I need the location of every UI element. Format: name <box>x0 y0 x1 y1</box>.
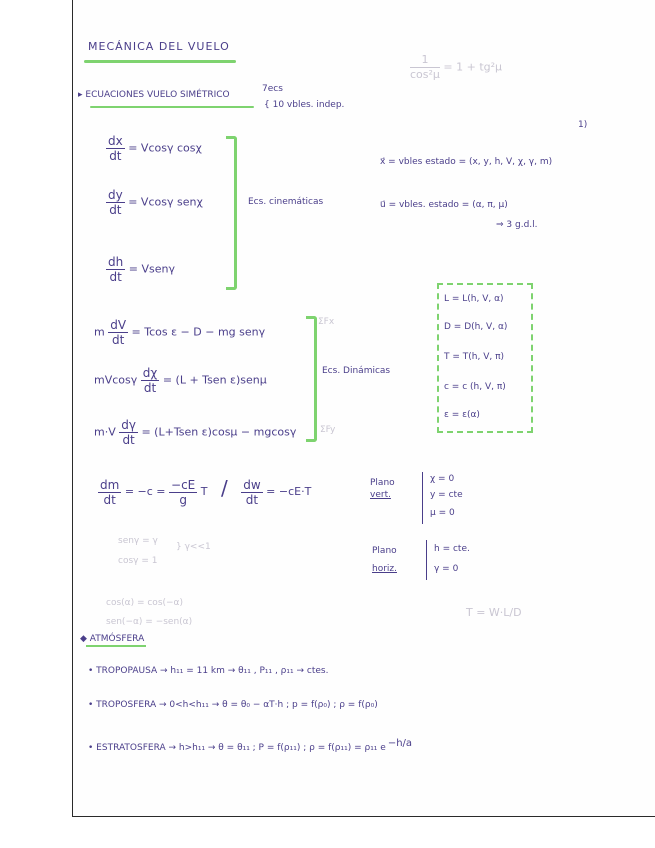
notebook-page <box>72 0 655 817</box>
identity-2: sen(−α) = −sen(α) <box>106 617 193 627</box>
plano-vert-brace <box>422 472 423 524</box>
kinematic-eq-3: $\frac{dh}{dt}$ = Vsenγ <box>108 255 175 284</box>
state-vars-gdl: ⇒ 3 g.d.l. <box>496 220 538 230</box>
dynamic-ghost-1: ΣFx <box>318 317 335 327</box>
plano-horiz-label-1: Plano <box>372 546 397 556</box>
small-angle-cond: } γ<<1 <box>176 542 211 552</box>
atmosphere-bullet-2: • TROPOSFERA → 0<h<h₁₁ → θ = θ₀ − αT·h ; p = f(ρ₀) ; ρ = f(ρ₀) <box>88 700 378 710</box>
small-angle-1: senγ = γ <box>118 536 158 546</box>
aero-item-5: ε = ε(α) <box>444 410 480 420</box>
state-vars-u: u⃗ = vbles. estado = (α, π, μ) <box>380 200 508 210</box>
kinematic-bracket <box>226 136 237 290</box>
aero-item-2: D = D(h, V, α) <box>444 322 508 332</box>
kinematic-label: Ecs. cinemáticas <box>248 197 324 207</box>
dynamic-label: Ecs. Dinámicas <box>322 366 391 376</box>
title-underline <box>84 60 236 63</box>
section1-heading: ▸ ECUACIONES VUELO SIMÉTRICO <box>78 90 230 100</box>
aero-item-3: T = T(h, V, π) <box>444 352 505 362</box>
identity-1: cos(α) = cos(−α) <box>106 598 184 608</box>
plano-vert-item-1: χ = 0 <box>430 474 455 484</box>
plano-vert-item-3: μ = 0 <box>430 508 455 518</box>
dynamic-ghost-2: ΣFy <box>320 425 336 435</box>
kinematic-eq-1: $\frac{dx}{dt}$ = Vcosγ cosχ <box>108 134 202 163</box>
section1-underline <box>90 106 254 108</box>
aero-item-4: c = c (h, V, π) <box>444 382 506 392</box>
dynamic-eq-2: mVcosγ $\frac{d\chi}{dt}$ = (L + Tsen ε)senμ <box>94 366 267 395</box>
dynamic-eq-3: m·V $\frac{d\gamma}{dt}$ = (L+Tsen ε)cosμ − mgcosγ <box>94 418 297 447</box>
plano-vert-label-2: vert. <box>370 490 391 500</box>
page-mark: 1) <box>578 120 588 130</box>
top-formula: $\frac{1}{\text{cos²μ}}$ = 1 + tg²μ <box>410 53 503 81</box>
dynamic-eq-1: m $\frac{dV}{dt}$ = Tcos ε − D − mg senγ <box>94 318 266 347</box>
plano-horiz-item-2: γ = 0 <box>434 564 459 574</box>
plano-horiz-item-1: h = cte. <box>434 544 470 554</box>
section2-underline <box>86 645 146 647</box>
plano-vert-item-2: y = cte <box>430 490 463 500</box>
page-title: MECÁNICA DEL VUELO <box>88 40 230 53</box>
aero-item-1: L = L(h, V, α) <box>444 294 504 304</box>
dynamic-bracket <box>306 316 317 442</box>
atmosphere-bullet-3: • ESTRATOSFERA → h>h₁₁ → θ = θ₁₁ ; P = f(ρ₁₁) ; ρ = f(ρ₁₁) = ρ₁₁ e $^{-h/a}$ <box>88 738 413 753</box>
kinematic-eq-2: $\frac{dy}{dt}$ = Vcosγ senχ <box>108 188 203 217</box>
section1-side-top: 7ecs <box>262 84 283 94</box>
small-angle-2: cosγ = 1 <box>118 556 158 566</box>
section2-heading: ◆ ATMÓSFERA <box>80 634 145 644</box>
mass-eq: $\frac{dm}{dt}$ = −c = $\frac{-cE}{g}$ T / $\frac{dw}{dt}$ = −cE·T <box>100 476 312 507</box>
plano-horiz-label-2: horiz. <box>372 564 397 574</box>
atmosphere-bullet-1: • TROPOPAUSA → h₁₁ = 11 km → θ₁₁ , P₁₁ , ρ₁₁ → ctes. <box>88 666 329 676</box>
t-formula: T = W·L/D <box>466 606 522 619</box>
plano-vert-label-1: Plano <box>370 478 395 488</box>
state-vars-x: x⃗ = vbles estado = (x, y, h, V, χ, γ, m) <box>380 157 553 167</box>
section1-side-bottom: { 10 vbles. indep. <box>264 100 345 110</box>
plano-horiz-brace <box>426 540 427 580</box>
